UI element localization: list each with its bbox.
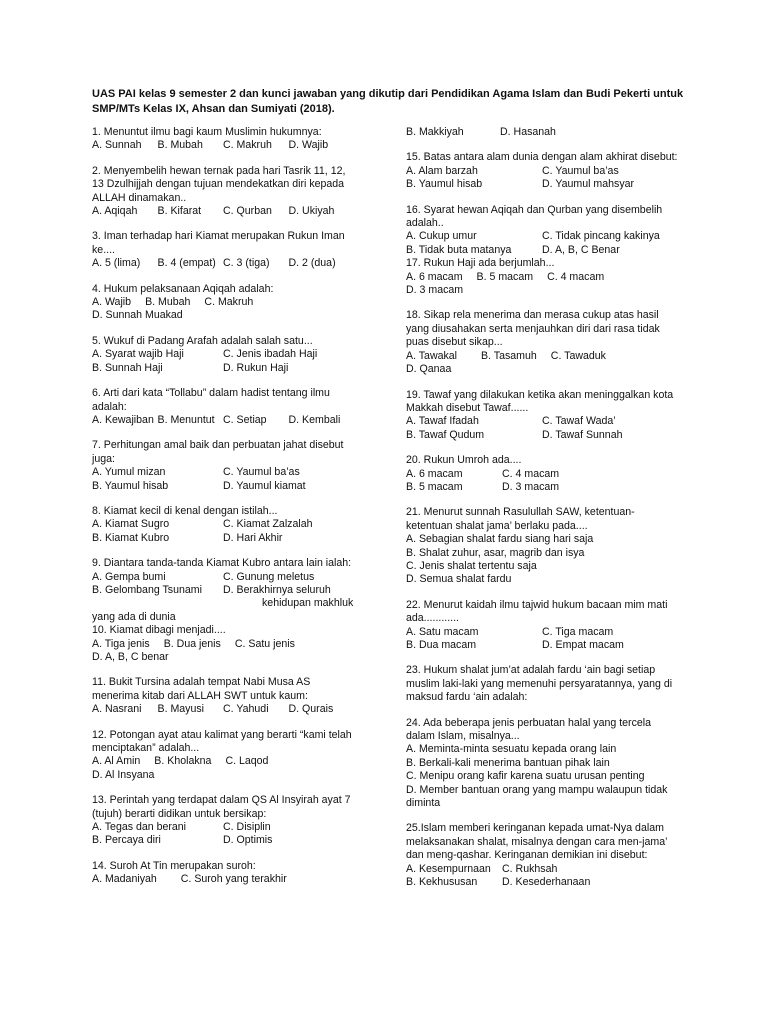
option-c: C. 4 macam: [502, 467, 560, 480]
option-a: A. Syarat wajib Haji: [92, 348, 184, 361]
option-c: C. Yahudi: [223, 703, 269, 716]
option-d: D. Ukiyah: [288, 205, 335, 218]
option-b: B. Mubah: [145, 296, 191, 309]
options: [92, 257, 354, 270]
option-b: B. Shalat zuhur, asar, magrib dan isya: [406, 546, 585, 559]
option-c: C. Menipu orang kafir karena suatu urusan penting: [406, 770, 645, 783]
option-d: D. Qanaa: [406, 363, 452, 376]
option-d: D. Qurais: [288, 703, 334, 716]
question-1: [92, 126, 354, 153]
option-b: B. Kiamat Kubro: [92, 531, 170, 544]
document-title: UAS PAI kelas 9 semester 2 dan kunci jawaban yang dikutip dari Pendidikan Agama Islam dan Budi Pekerti untuk SMP/MTs Kelas IX, Ahsan dan Sumiyati (2018).: [92, 88, 684, 115]
options: [406, 271, 678, 298]
option-d: D. A, B, C benar: [92, 651, 169, 663]
option-c: C. Yaumul ba’as: [542, 164, 619, 177]
options: [92, 466, 354, 493]
option-d: D. 2 (dua): [288, 257, 336, 270]
option-c: C. Suroh yang terakhir: [180, 873, 287, 886]
option-c: C. Tawaduk: [550, 349, 606, 362]
option-a: A. 6 macam: [406, 270, 463, 283]
option-d: D. A, B, C Benar: [542, 243, 620, 256]
option-d-continued: yang ada di dunia: [92, 610, 176, 623]
option-b: B. Dua macam: [406, 639, 477, 651]
option-b: B. Tidak buta matanya: [406, 243, 512, 256]
question-stem: 25.Islam memberi keringanan kepada umat-Nya dalam melaksanakan shalat, misalnya dengan cara men-jama’ dan meng-qashar. Keringanan demikian ini disebut:: [406, 822, 668, 862]
option-d: D. Yaumul mahsyar: [542, 178, 635, 191]
option-a: A. Aqiqah: [92, 205, 138, 218]
option-c: C. Tawaf Wada’: [542, 415, 616, 428]
question-stem: 23. Hukum shalat jum’at adalah fardu ‘ain bagi setiap muslim laki-laki yang memenuhi persyaratannya, yang di maksud fardu ‘ain adalah:: [406, 664, 673, 704]
question-stem: 5. Wukuf di Padang Arafah adalah salah satu...: [92, 334, 313, 347]
option-b: B. Tasamuh: [481, 349, 537, 362]
option-b: B. Yaumul hisab: [406, 178, 483, 191]
option-a: A. Alam barzah: [406, 164, 478, 177]
option-d: D. Yaumul kiamat: [223, 479, 306, 492]
question-10: [92, 624, 354, 664]
options: [92, 205, 354, 218]
options: [92, 755, 354, 782]
option-a: A. 5 (lima): [92, 257, 141, 270]
option-d: D. Semua shalat fardu: [406, 573, 512, 586]
question-stem: 7. Perhitungan amal baik dan perbuatan jahat disebut juga:: [92, 439, 344, 465]
question-3: [92, 230, 354, 270]
option-d: D. Tawaf Sunnah: [542, 428, 623, 441]
question-stem: 21. Menurut sunnah Rasulullah SAW, ketentuan-ketentuan shalat jama’ berlaku pada....: [406, 506, 635, 532]
option-d: D. 3 macam: [502, 480, 560, 493]
question-4: [92, 283, 354, 323]
option-c: C. 3 (tiga): [223, 257, 270, 270]
option-b: B. 5 macam: [476, 270, 534, 283]
option-c: C. Makruh: [223, 139, 272, 152]
question-15: [406, 151, 678, 191]
question-13: [92, 794, 354, 848]
option-b: B. Sunnah Haji: [92, 361, 163, 374]
question-23: [406, 664, 678, 704]
options: [406, 863, 678, 890]
option-c: C. Gunung meletus: [223, 570, 315, 583]
question-18: [406, 309, 678, 376]
option-a: A. Yumul mizan: [92, 466, 166, 479]
option-b: B. Menuntut: [157, 413, 215, 426]
question-12: [92, 729, 354, 783]
question-5: [92, 335, 354, 375]
option-a: A. Kewajiban: [92, 413, 154, 426]
option-d: D. Al Insyana: [92, 768, 155, 781]
option-a: A. 6 macam: [406, 467, 463, 480]
options: [406, 415, 678, 442]
question-stem: 20. Rukun Umroh ada....: [406, 454, 522, 467]
options: [406, 126, 678, 139]
option-d: D. Sunnah Muakad: [92, 309, 183, 322]
options: [406, 165, 678, 192]
options: [92, 348, 354, 375]
option-d: D. Hasanah: [500, 126, 556, 138]
option-c: C. Disiplin: [223, 821, 271, 834]
question-stem: 12. Potongan ayat atau kalimat yang berarti “kami telah menciptakan” adalah...: [92, 728, 352, 755]
question-24: [406, 717, 678, 811]
option-b: B. Gelombang Tsunami: [92, 583, 202, 596]
option-a: A. Tiga jenis: [92, 637, 150, 650]
option-a: A. Kiamat Sugro: [92, 518, 170, 531]
option-c: C. Kiamat Zalzalah: [223, 518, 313, 531]
option-c: C. Tidak pincang kakinya: [542, 230, 660, 243]
question-14: [92, 860, 354, 887]
option-b: B. Tawaf Qudum: [406, 428, 485, 441]
options: [92, 518, 354, 545]
question-stem: 11. Bukit Tursina adalah tempat Nabi Musa AS menerima kitab dari ALLAH SWT untuk kaum:: [92, 676, 311, 702]
question-21: [406, 506, 678, 586]
question-stem: 9. Diantara tanda-tanda Kiamat Kubro antara lain ialah:: [92, 557, 352, 570]
option-b: B. 4 (empat): [157, 257, 216, 270]
question-stem: 13. Perintah yang terdapat dalam QS Al Insyirah ayat 7 (tujuh) berarti didikan untuk bersikap:: [92, 794, 351, 820]
options: [92, 703, 354, 716]
question-stem: 3. Iman terhadap hari Kiamat merupakan Rukun Iman ke....: [92, 230, 345, 256]
question-stem: 6. Arti dari kata “Tollabu” dalam hadist tentang ilmu adalah:: [92, 387, 330, 413]
question-11: [92, 676, 354, 716]
option-a: A. Sebagian shalat fardu siang hari saja: [406, 533, 594, 546]
question-stem: 1. Menuntut ilmu bagi kaum Muslimin hukumnya:: [92, 126, 322, 138]
options: [92, 571, 354, 598]
options: [92, 139, 354, 152]
option-c: C. Jenis ibadah Haji: [223, 348, 318, 361]
question-stem: 10. Kiamat dibagi menjadi....: [92, 624, 226, 637]
option-a: A. Madaniyah: [92, 873, 157, 886]
option-b: B. Kekhususan: [406, 876, 478, 889]
question-stem: 4. Hukum pelaksanaan Aqiqah adalah:: [92, 282, 274, 295]
option-b: B. Berkali-kali menerima bantuan pihak lain: [406, 756, 610, 769]
option-d: D. Berakhirnya seluruh: [223, 583, 331, 596]
options: [92, 296, 354, 323]
option-c: C. Makruh: [204, 296, 254, 309]
question-stem: 18. Sikap rela menerima dan merasa cukup atas hasil yang diusahakan serta menjauhkan diri dari rasa tidak puas disebut sikap...: [406, 309, 660, 349]
option-a: A. Al Amin: [92, 755, 141, 768]
option-a: A. Satu macam: [406, 625, 479, 638]
option-b: B. Kholakna: [154, 755, 212, 768]
question-stem: 17. Rukun Haji ada berjumlah...: [406, 257, 555, 270]
option-d: D. Rukun Haji: [223, 361, 289, 374]
options: [92, 414, 354, 427]
options: [406, 626, 678, 653]
question-22: [406, 599, 678, 653]
question-17: [406, 257, 678, 297]
option-b: B. Mubah: [157, 139, 203, 152]
question-stem: 16. Syarat hewan Aqiqah dan Qurban yang disembelih adalah..: [406, 203, 663, 230]
option-b: B. Kifarat: [157, 205, 202, 218]
option-a: A. Tawaf Ifadah: [406, 415, 479, 428]
option-d: D. Hari Akhir: [223, 531, 283, 544]
option-c: C. Setiap: [223, 413, 267, 426]
option-c: C. Yaumul ba’as: [223, 466, 300, 479]
question-stem: 2. Menyembelih hewan ternak pada hari Tasrik 11, 12, 13 Dzulhijjah dengan tujuan mendekatkan diri kepada ALLAH dinamakan..: [92, 164, 346, 204]
question-stem: 8. Kiamat kecil di kenal dengan istilah...: [92, 504, 278, 517]
option-d: D. Optimis: [223, 834, 273, 847]
options: [406, 230, 678, 257]
option-b: B. Dua jenis: [163, 637, 221, 650]
option-d: D. Kembali: [288, 413, 341, 426]
option-d: D. Kesederhanaan: [502, 876, 591, 889]
question-20: [406, 454, 678, 494]
option-d: D. Empat macam: [542, 639, 624, 651]
question-6: [92, 387, 354, 427]
question-7: [92, 439, 354, 493]
option-c: C. Rukhsah: [502, 862, 558, 875]
option-a: A. Tawakal: [406, 349, 458, 362]
option-d: D. Wajib: [288, 139, 329, 152]
option-a: A. Gempa bumi: [92, 570, 166, 583]
options: [92, 638, 354, 665]
option-d: D. Member bantuan orang yang mampu walaupun tidak diminta: [406, 783, 668, 810]
question-8: [92, 505, 354, 545]
option-a: A. Meminta-minta sesuatu kepada orang lain: [406, 743, 617, 756]
option-c: C. Tiga macam: [542, 625, 614, 638]
options: [92, 821, 354, 848]
option-b: B. Yaumul hisab: [92, 479, 169, 492]
option-c: C. Qurban: [223, 205, 272, 218]
option-b: B. Makkiyah: [406, 126, 464, 138]
question-stem: 22. Menurut kaidah ilmu tajwid hukum bacaan mim mati ada............: [406, 598, 668, 625]
option-b: B. Mayusi: [157, 703, 205, 716]
question-stem: 19. Tawaf yang dilakukan ketika akan meninggalkan kota Makkah disebut Tawaf......: [406, 388, 674, 414]
options: [406, 468, 678, 495]
option-b: B. Percaya diri: [92, 834, 161, 847]
question-16: [406, 204, 678, 258]
option-c: C. Satu jenis: [234, 637, 295, 650]
option-d: D. 3 macam: [406, 284, 464, 297]
question-19: [406, 389, 678, 443]
question-14-continued: [406, 126, 678, 139]
option-c: C. 4 macam: [547, 270, 605, 283]
question-2: [92, 165, 354, 219]
option-c: C. Jenis shalat tertentu saja: [406, 559, 537, 572]
question-stem: 15. Batas antara alam dunia dengan alam akhirat disebut:: [406, 151, 678, 164]
option-a: A. Wajib: [92, 296, 132, 309]
question-stem: 24. Ada beberapa jenis perbuatan halal yang tercela dalam Islam, misalnya...: [406, 716, 652, 743]
question-25: [406, 822, 678, 889]
option-a: A. Kesempurnaan: [406, 862, 491, 875]
option-d-continued: kehidupan makhluk: [262, 597, 354, 610]
option-a: A. Tegas dan berani: [92, 821, 187, 834]
option-a: A. Cukup umur: [406, 230, 477, 243]
question-stem: 14. Suroh At Tin merupakan suroh:: [92, 859, 256, 872]
option-a: A. Nasrani: [92, 703, 142, 716]
options: [406, 350, 678, 377]
option-c: C. Laqod: [225, 755, 269, 768]
option-b: B. 5 macam: [406, 480, 463, 493]
right-column: [406, 126, 678, 902]
option-a: A. Sunnah: [92, 139, 142, 152]
options: [92, 873, 354, 886]
question-9: [92, 557, 354, 624]
left-column: [92, 126, 354, 899]
